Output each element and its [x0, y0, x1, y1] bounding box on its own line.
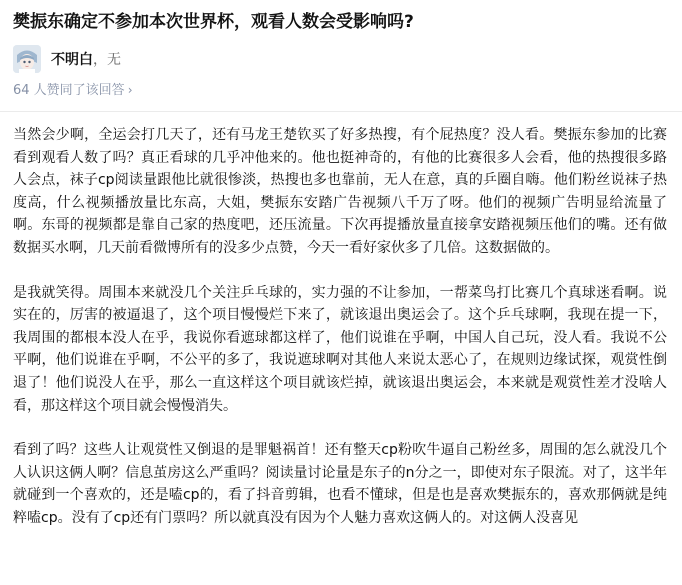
answer-content — [13, 124, 667, 552]
anime-avatar-icon[interactable] — [13, 45, 41, 73]
question-title[interactable]: 樊振东确定不参加本次世界杯，观看人数会受影响吗? — [13, 12, 414, 32]
author-bio: 无 — [107, 52, 121, 68]
divider — [0, 111, 682, 112]
author-name[interactable]: 不明白 — [51, 52, 93, 68]
answer-paragraph: 当然会少啊，全运会打几天了，还有马龙王楚钦买了好多热搜，有个屁热度？没人看。樊振东参加的比赛看到观看人数了吗？真正看球的几乎冲他来的。他也挺神奇的，有他的比赛很多人会看，他的热搜很多路人会点，袜子cp阅读量跟他比就很惨淡，热搜也多也靠前，无人在意，真的乒圈自嗨。他们粉丝说袜子热度高，什么视频播放量比东高，大姐，樊振东安踏广告视频八千万了呀。他们的视频广告明显给流量了啊。东哥的视频都是靠自己家的热度吧，还压流量。下次再提播放量直接拿安踏视频压他们的嘴。还有做数据买水啊，几天前看微博所有的没多少点赞，今天一看好家伙多了几倍。这数据做的。 — [13, 127, 667, 256]
author-separator: ， — [93, 52, 107, 68]
chevron-right-icon: › — [127, 83, 133, 97]
answer-paragraph: 是我就笑得。周围本来就没几个关注乒乓球的，实力强的不让参加，一帮菜鸟打比赛几个真球迷看啊。说实在的，厉害的被逼退了，这个项目慢慢烂下来了，就该退出奥运会了。这个乒乓球啊，我现在提一下，我周围的都根本没人在乎，我说你看遮球都这样了，他们说谁在乎啊，中国人自己玩，没人看。我说不公平啊，他们说谁在乎啊，不公平的多了，我说遮球啊对其他人来说太恶心了，在规则边缘试探，观赏性倒退了！他们说没人在乎，那么一直这样这个项目就该烂掉，就该退出奥运会，本来就是观赏性差才没啥人看，那这样这个项目就会慢慢消失。 — [13, 284, 667, 414]
author-info — [13, 44, 121, 74]
answer-paragraph: 看到了吗？这些人让观赏性又倒退的是罪魁祸首！还有整天cp粉吹牛逼自己粉丝多，周围的怎么就没几个人认识这俩人啊？信息茧房这么严重吗？阅读量讨论量是东子的n分之一，即使对东子限流。对了，这半年就碰到一个喜欢的，还是嗑cp的，看了抖音剪辑，也看不懂球，但是也是喜欢樊振东的，喜欢那俩就是纯粹嗑cp。没有了cp还有门票吗？所以就真没有因为个人魅力喜欢这俩人的。对这俩人没喜见 — [13, 442, 667, 526]
upvote-count-text: 64 人赞同了该回答 — [13, 83, 125, 98]
upvote-count-link[interactable] — [13, 80, 133, 101]
